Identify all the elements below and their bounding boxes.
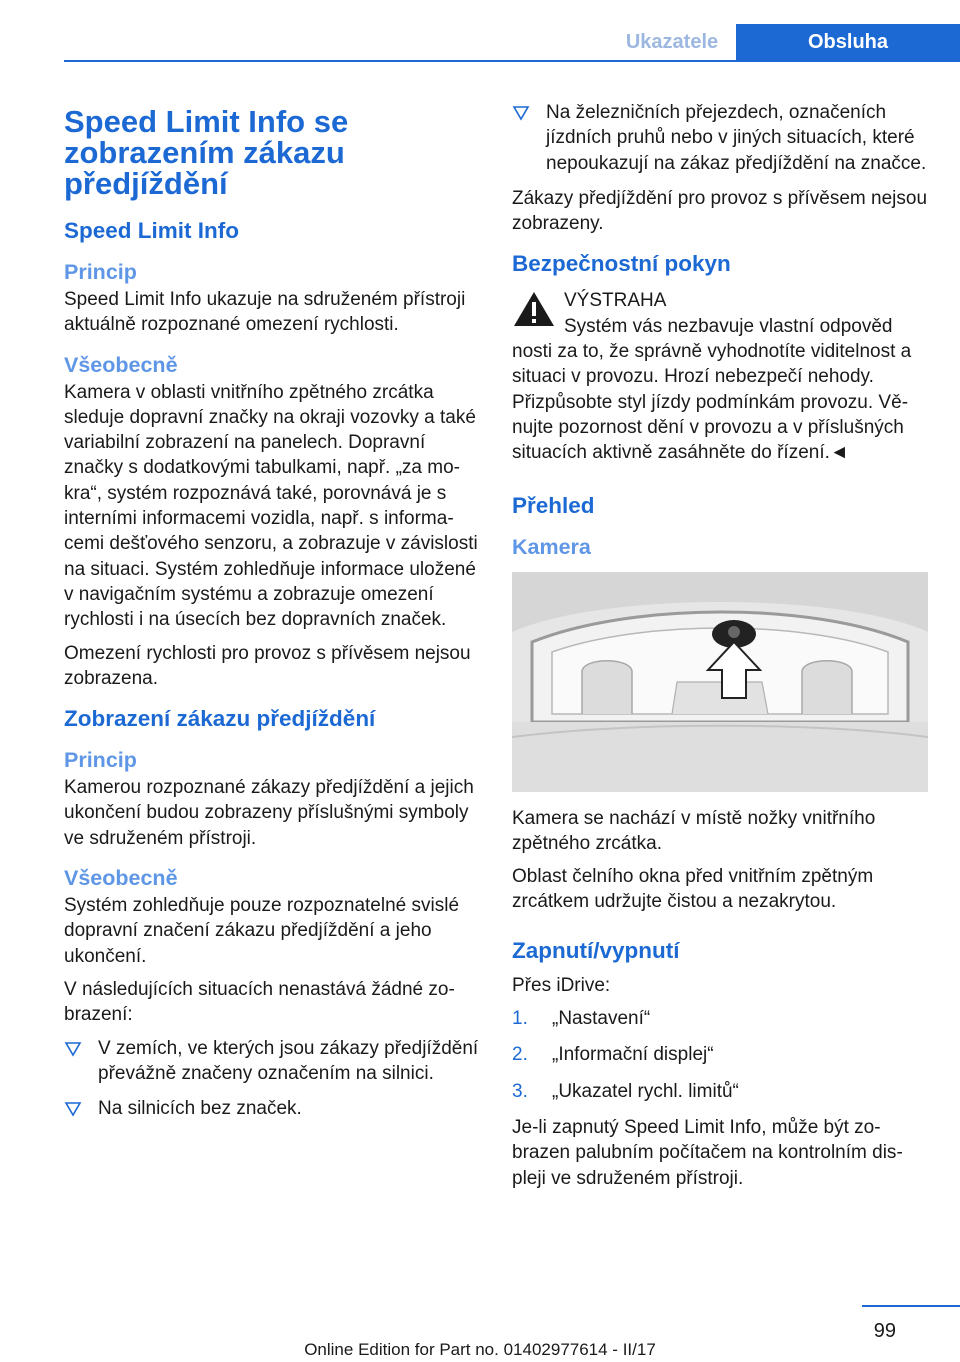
footer-text: Online Edition for Part no. 01402977614 - II/17 [304, 1340, 656, 1359]
triangle-bullet-icon [64, 1100, 82, 1118]
paragraph: Zákazy předjíždění pro provoz s přívěsem nejsou zobrazeny. [512, 187, 928, 235]
paragraph: Přes iDrive: [512, 974, 611, 996]
bullet-list [512, 100, 928, 176]
paragraph: Kamerou rozpoznané zákazy předjíždění a jejich ukončení budou zobrazeny příslušnými symboly ve sdruženém přístroji. [64, 777, 474, 849]
warning-box [512, 288, 928, 465]
list-item [512, 1042, 928, 1067]
heading-zakaz-predjizdeni: Zobrazení zákazu předjíždění [64, 706, 376, 732]
subheading-vseobecne: Všeobecně [64, 866, 178, 891]
warning-title: VÝSTRAHA [564, 290, 667, 312]
header-rule [64, 60, 960, 62]
list-item-text: Na železničních přejezdech, označeních jízdních pruhů nebo v jiných situacích, které nepoukazují na zákaz předjíždění na značce. [546, 102, 927, 174]
steps-list [512, 1006, 928, 1104]
step-number: 1. [512, 1008, 528, 1030]
heading-prehled: Přehled [512, 492, 595, 518]
subheading-princip: Princip [64, 260, 137, 284]
subheading-vseobecne: Všeobecně [64, 352, 178, 377]
list-item [64, 1036, 480, 1087]
section-title: Speed Limit Info se zobrazením zákazu předjíždění [64, 104, 349, 201]
subheading-kamera: Kamera [512, 534, 591, 559]
tab-ukazatele[interactable]: Ukazatele [625, 31, 719, 53]
paragraph: Omezení rychlosti pro provoz s přívěsem nejsou zobrazena. [64, 642, 471, 689]
left-column [64, 100, 480, 1131]
step-text: „Ukazatel rychl. limitů“ [552, 1080, 739, 1102]
list-item-text: Na silnicích bez značek. [98, 1098, 302, 1120]
warning-text-first: Systém vás nezbavuje vlastní odpověd [564, 315, 893, 337]
paragraph: Kamera se nachází v místě nožky vnitřního zpětného zrcátka. [512, 807, 876, 854]
paragraph: V následujících situacích nenastává žádné zobrazení: [64, 978, 455, 1026]
triangle-bullet-icon [512, 104, 530, 122]
step-number: 3. [512, 1080, 528, 1102]
page-number: 99 [873, 1320, 896, 1342]
paragraph: Oblast čelního okna před vnitřním zpětným zrcátkem udržujte čistou a nezakrytou. [512, 866, 874, 913]
step-number: 2. [512, 1044, 528, 1066]
list-item [512, 100, 928, 176]
step-text: „Informační displej“ [552, 1044, 714, 1066]
page-number-rule [862, 1305, 960, 1307]
heading-zapnuti-vypnuti: Zapnutí/vypnutí [512, 937, 680, 963]
list-item [64, 1096, 480, 1121]
subheading-princip: Princip [64, 748, 137, 773]
list-item [512, 1079, 928, 1104]
paragraph: Speed Limit Info ukazuje na sdruženém přístroji aktuálně rozpoznané omezení rychlosti. [64, 289, 466, 336]
heading-bezpecnostni-pokyn: Bezpečnostní pokyn [512, 251, 731, 277]
list-item [512, 1006, 928, 1031]
right-column [512, 100, 928, 1199]
heading-speed-limit-info: Speed Limit Info [64, 218, 240, 243]
list-item-text: V zemích, ve kterých jsou zákazy předjíždění převážně značeny označením na silnici. [98, 1037, 479, 1084]
bullet-list [64, 1036, 480, 1122]
paragraph: Je-li zapnutý Speed Limit Info, může být zobrazen palubním počítačem na kontrolním displeji ve sdruženém přístroji. [512, 1116, 903, 1189]
tab-obsluha[interactable]: Obsluha [736, 24, 960, 60]
warning-text: nosti za to, že správně vyhodnotíte viditelnost a situaci v provozu. Hrozí nebezpečí nehody. Přizpůsobte styl jízdy podmínkám provozu. Věnujte pozornost dění v provozu a v příslušných situacích aktivně zasáhněte do řízení.◄ [512, 341, 912, 464]
triangle-bullet-icon [64, 1040, 82, 1058]
camera-location-photo [512, 572, 928, 792]
step-text: „Nastavení“ [552, 1008, 651, 1030]
warning-triangle-icon [512, 290, 556, 328]
paragraph: Systém zohledňuje pouze rozpoznatelné svislé dopravní značení zákazu předjíždění a jeho ukončení. [64, 895, 460, 967]
paragraph: Kamera v oblasti vnitřního zpětného zrcátka sleduje dopravní značky na okraji vozovky a také variabilní zobrazení na panelech. Dopravní značky s dodatkovými tabulkami, např. „za mokra“, systém rozpoznává také, porovnává je s interními informacemi vozidla, např. s informacemi dešťového senzoru, a zobrazuje v závislosti na situaci. Systém zohledňuje informace uložené v navigačním systému a zobrazuje omezení rychlosti i na úsecích bez dopravních značek. [64, 381, 478, 631]
